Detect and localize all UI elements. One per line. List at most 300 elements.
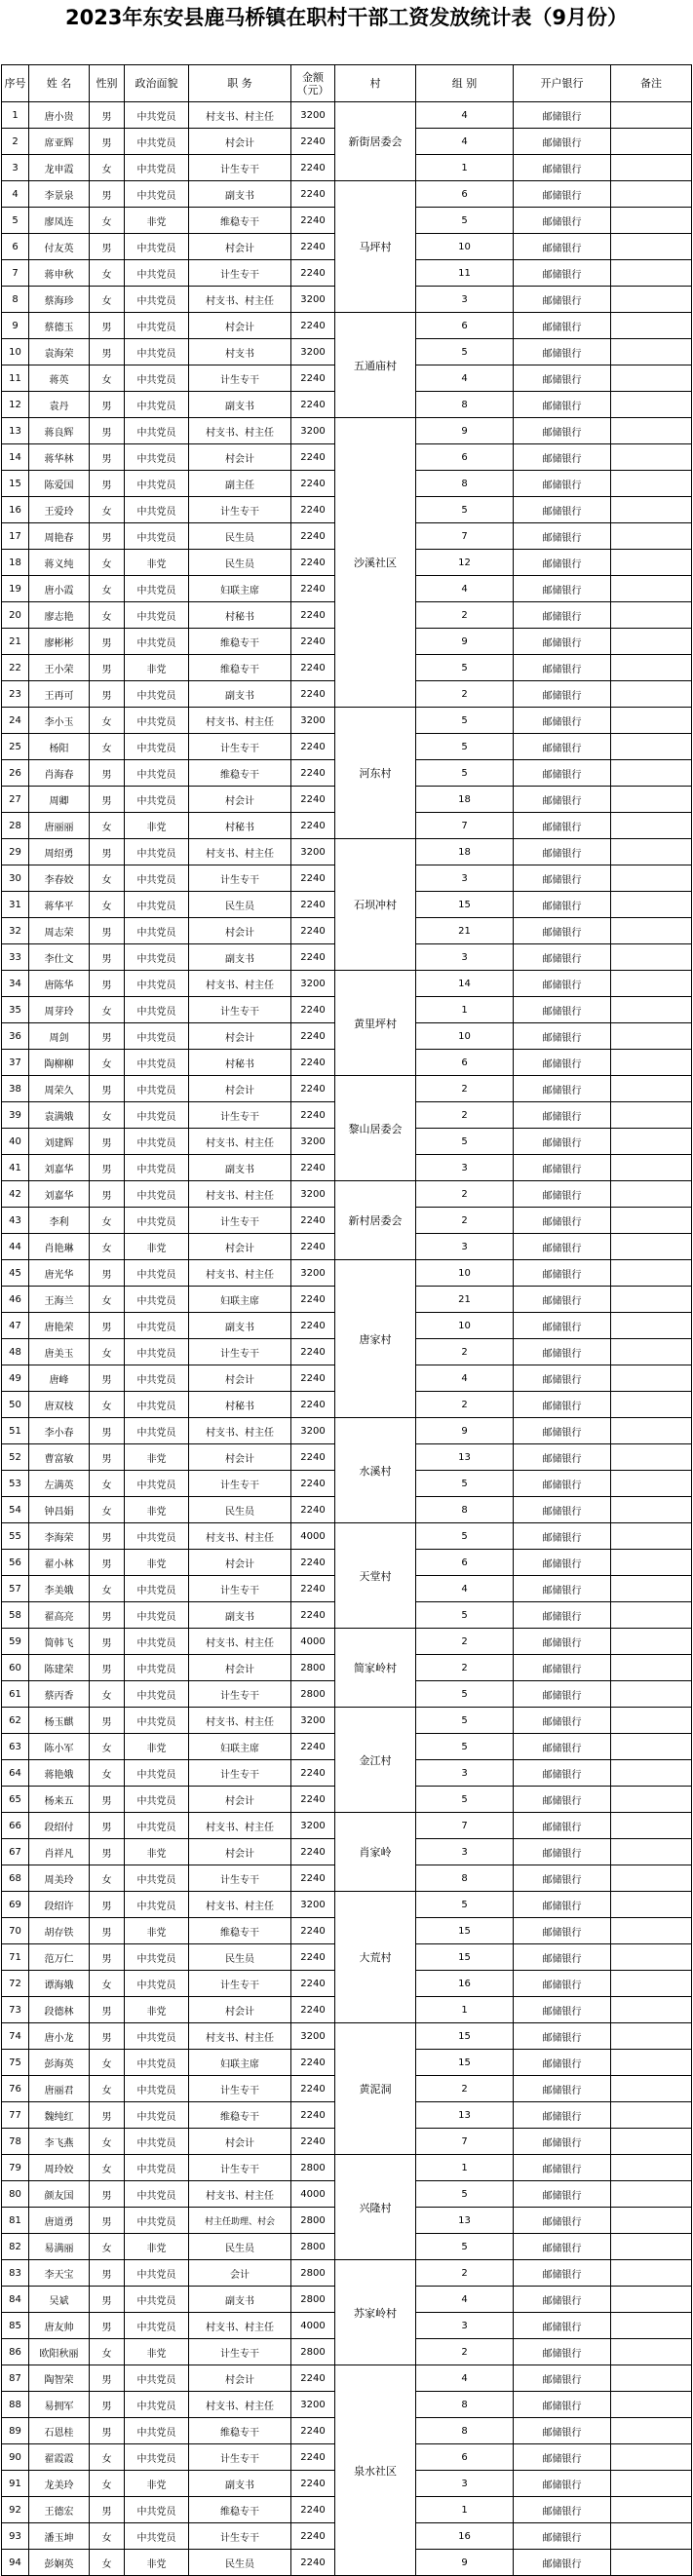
cell-party: 中共党员 (125, 129, 189, 155)
cell-group: 3 (416, 1155, 514, 1181)
cell-no: 66 (2, 1813, 29, 1839)
cell-name: 陶柳柳 (29, 1050, 90, 1076)
cell-note (611, 602, 692, 629)
cell-note (611, 1971, 692, 1997)
cell-gender: 女 (90, 208, 125, 234)
cell-note (611, 629, 692, 655)
cell-gender: 女 (90, 2550, 125, 2576)
cell-group: 5 (416, 760, 514, 787)
cell-gender: 男 (90, 2102, 125, 2129)
cell-note (611, 1313, 692, 1339)
cell-group: 21 (416, 1287, 514, 1313)
cell-no: 90 (2, 2444, 29, 2471)
cell-name: 唐丽君 (29, 2076, 90, 2102)
cell-name: 唐光华 (29, 1260, 90, 1287)
cell-party: 中共党员 (125, 1181, 189, 1208)
cell-group: 3 (416, 1234, 514, 1260)
cell-gender: 女 (90, 734, 125, 760)
cell-duty: 妇联主席 (189, 576, 291, 602)
cell-amount: 2240 (291, 2471, 335, 2497)
cell-name: 蒋华林 (29, 444, 90, 471)
cell-group: 10 (416, 1260, 514, 1287)
cell-gender: 男 (90, 1418, 125, 1444)
cell-party: 中共党员 (125, 2155, 189, 2181)
cell-no: 72 (2, 1971, 29, 1997)
table-row (2, 1076, 692, 1102)
cell-duty: 村会计 (189, 2365, 291, 2392)
cell-amount: 2240 (291, 208, 335, 234)
cell-gender: 男 (90, 2181, 125, 2208)
cell-duty: 村支书、村主任 (189, 287, 291, 313)
cell-note (611, 2392, 692, 2418)
cell-party: 中共党员 (125, 1523, 189, 1550)
table-row (2, 1892, 692, 1918)
cell-duty: 村会计 (189, 234, 291, 260)
cell-no: 65 (2, 1787, 29, 1813)
cell-party: 中共党员 (125, 1339, 189, 1365)
cell-amount: 2240 (291, 734, 335, 760)
cell-bank: 邮储银行 (514, 1523, 611, 1550)
cell-bank: 邮储银行 (514, 2523, 611, 2550)
cell-no: 32 (2, 918, 29, 944)
cell-party: 中共党员 (125, 971, 189, 997)
cell-no: 91 (2, 2471, 29, 2497)
cell-party: 中共党员 (125, 392, 189, 418)
cell-village: 新村居委会 (335, 1181, 416, 1260)
cell-group: 13 (416, 1444, 514, 1471)
cell-no: 4 (2, 181, 29, 208)
cell-no: 63 (2, 1734, 29, 1760)
cell-bank: 邮储银行 (514, 1339, 611, 1365)
cell-group: 4 (416, 129, 514, 155)
cell-amount: 3200 (291, 339, 335, 365)
cell-amount: 2240 (291, 681, 335, 708)
cell-gender: 女 (90, 2444, 125, 2471)
cell-bank: 邮储银行 (514, 2102, 611, 2129)
cell-village: 天堂村 (335, 1523, 416, 1629)
cell-group: 3 (416, 1839, 514, 1865)
cell-name: 周艳春 (29, 523, 90, 550)
cell-bank: 邮储银行 (514, 102, 611, 129)
cell-group: 7 (416, 2129, 514, 2155)
cell-amount: 3200 (291, 1418, 335, 1444)
cell-gender: 男 (90, 471, 125, 497)
cell-gender: 女 (90, 1102, 125, 1129)
cell-village: 石坝冲村 (335, 839, 416, 971)
cell-bank: 邮储银行 (514, 602, 611, 629)
cell-party: 中共党员 (125, 1971, 189, 1997)
cell-group: 16 (416, 2523, 514, 2550)
cell-name: 简韩飞 (29, 1629, 90, 1655)
cell-village: 苏家岭村 (335, 2260, 416, 2365)
cell-amount: 2240 (291, 181, 335, 208)
cell-party: 中共党员 (125, 1313, 189, 1339)
cell-no: 48 (2, 1339, 29, 1365)
cell-name: 易满丽 (29, 2234, 90, 2260)
cell-amount: 2800 (291, 1681, 335, 1708)
cell-gender: 女 (90, 260, 125, 287)
cell-duty: 村会计 (189, 1997, 291, 2023)
cell-note (611, 918, 692, 944)
cell-gender: 女 (90, 365, 125, 392)
cell-party: 中共党员 (125, 2444, 189, 2471)
cell-bank: 邮储银行 (514, 1497, 611, 1523)
cell-note (611, 2287, 692, 2313)
cell-group: 5 (416, 2234, 514, 2260)
cell-party: 中共党员 (125, 734, 189, 760)
cell-party: 中共党员 (125, 1076, 189, 1102)
cell-duty: 村支书、村主任 (189, 1708, 291, 1734)
cell-bank: 邮储银行 (514, 181, 611, 208)
cell-gender: 女 (90, 2523, 125, 2550)
cell-name: 周剑 (29, 1023, 90, 1050)
cell-party: 中共党员 (125, 629, 189, 655)
cell-amount: 2240 (291, 865, 335, 892)
cell-duty: 村会计 (189, 444, 291, 471)
cell-name: 蒋华平 (29, 892, 90, 918)
cell-amount: 2240 (291, 260, 335, 287)
cell-group: 4 (416, 365, 514, 392)
cell-duty: 副支书 (189, 1155, 291, 1181)
cell-bank: 邮储银行 (514, 2497, 611, 2523)
cell-village: 河东村 (335, 708, 416, 839)
cell-duty: 计生专干 (189, 2339, 291, 2365)
cell-amount: 2240 (291, 2418, 335, 2444)
cell-note (611, 1629, 692, 1655)
cell-note (611, 1708, 692, 1734)
cell-gender: 女 (90, 2234, 125, 2260)
cell-gender: 男 (90, 1944, 125, 1971)
cell-amount: 2240 (291, 576, 335, 602)
cell-name: 吴斌 (29, 2287, 90, 2313)
cell-amount: 2240 (291, 2129, 335, 2155)
cell-name: 李小春 (29, 1418, 90, 1444)
cell-name: 付友英 (29, 234, 90, 260)
cell-bank: 邮储银行 (514, 708, 611, 734)
cell-name: 周绍勇 (29, 839, 90, 865)
cell-duty: 维稳专干 (189, 760, 291, 787)
cell-group: 11 (416, 260, 514, 287)
cell-note (611, 892, 692, 918)
cell-gender: 女 (90, 1050, 125, 1076)
cell-no: 59 (2, 1629, 29, 1655)
cell-amount: 3200 (291, 1260, 335, 1287)
cell-gender: 男 (90, 2023, 125, 2050)
cell-duty: 村支书、村主任 (189, 1813, 291, 1839)
cell-name: 王德宏 (29, 2497, 90, 2523)
cell-name: 潘玉坤 (29, 2523, 90, 2550)
cell-name: 谭海娥 (29, 1971, 90, 1997)
cell-no: 70 (2, 1918, 29, 1944)
cell-note (611, 708, 692, 734)
cell-bank: 邮储银行 (514, 2313, 611, 2339)
cell-gender: 男 (90, 944, 125, 971)
cell-amount: 2240 (291, 365, 335, 392)
cell-bank: 邮储银行 (514, 944, 611, 971)
cell-amount: 2800 (291, 2260, 335, 2287)
cell-no: 81 (2, 2208, 29, 2234)
cell-amount: 2240 (291, 1760, 335, 1787)
cell-amount: 2240 (291, 2102, 335, 2129)
cell-group: 2 (416, 1181, 514, 1208)
cell-village: 新街居委会 (335, 102, 416, 181)
table-row (2, 418, 692, 444)
cell-duty: 村会计 (189, 1365, 291, 1392)
cell-note (611, 2260, 692, 2287)
cell-amount: 2240 (291, 1944, 335, 1971)
cell-duty: 村会计 (189, 1655, 291, 1681)
cell-bank: 邮储银行 (514, 1471, 611, 1497)
cell-note (611, 655, 692, 681)
cell-duty: 维稳专干 (189, 208, 291, 234)
cell-no: 16 (2, 497, 29, 523)
cell-name: 袁丹 (29, 392, 90, 418)
cell-name: 杨阳 (29, 734, 90, 760)
cell-gender: 女 (90, 865, 125, 892)
cell-amount: 3200 (291, 971, 335, 997)
cell-name: 袁满娥 (29, 1102, 90, 1129)
cell-name: 左满英 (29, 1471, 90, 1497)
cell-bank: 邮储银行 (514, 1787, 611, 1813)
cell-no: 67 (2, 1839, 29, 1865)
cell-bank: 邮储银行 (514, 1102, 611, 1129)
cell-gender: 男 (90, 1787, 125, 1813)
cell-name: 刘嘉华 (29, 1181, 90, 1208)
cell-note (611, 1076, 692, 1102)
cell-amount: 2240 (291, 1865, 335, 1892)
cell-village: 五通庙村 (335, 313, 416, 418)
cell-party: 中共党员 (125, 1708, 189, 1734)
cell-bank: 邮储银行 (514, 497, 611, 523)
cell-group: 6 (416, 181, 514, 208)
cell-amount: 4000 (291, 2313, 335, 2339)
cell-name: 欧阳秋丽 (29, 2339, 90, 2365)
cell-party: 中共党员 (125, 681, 189, 708)
cell-gender: 男 (90, 1813, 125, 1839)
cell-gender: 女 (90, 2050, 125, 2076)
cell-group: 2 (416, 602, 514, 629)
cell-note (611, 1287, 692, 1313)
cell-bank: 邮储银行 (514, 1971, 611, 1997)
cell-name: 颜友国 (29, 2181, 90, 2208)
cell-gender: 男 (90, 918, 125, 944)
cell-note (611, 2313, 692, 2339)
cell-bank: 邮储银行 (514, 681, 611, 708)
header-name: 姓 名 (29, 65, 90, 102)
cell-group: 5 (416, 655, 514, 681)
cell-village: 简家岭村 (335, 1629, 416, 1708)
cell-party: 中共党员 (125, 2313, 189, 2339)
cell-name: 唐小龙 (29, 2023, 90, 2050)
cell-note (611, 102, 692, 129)
cell-bank: 邮储银行 (514, 1260, 611, 1287)
cell-name: 李利 (29, 1208, 90, 1234)
cell-no: 35 (2, 997, 29, 1023)
cell-no: 7 (2, 260, 29, 287)
cell-gender: 女 (90, 2471, 125, 2497)
cell-duty: 计生专干 (189, 2155, 291, 2181)
cell-duty: 民生员 (189, 2550, 291, 2576)
table-row (2, 1181, 692, 1208)
cell-amount: 2240 (291, 1734, 335, 1760)
cell-party: 非党 (125, 1234, 189, 1260)
cell-gender: 女 (90, 2339, 125, 2365)
cell-note (611, 2444, 692, 2471)
cell-duty: 村会计 (189, 313, 291, 339)
cell-name: 龙申霞 (29, 155, 90, 181)
cell-bank: 邮储银行 (514, 2471, 611, 2497)
cell-bank: 邮储银行 (514, 2050, 611, 2076)
cell-group: 15 (416, 2050, 514, 2076)
cell-gender: 男 (90, 444, 125, 471)
cell-bank: 邮储银行 (514, 865, 611, 892)
cell-gender: 男 (90, 2208, 125, 2234)
cell-no: 6 (2, 234, 29, 260)
cell-no: 80 (2, 2181, 29, 2208)
cell-note (611, 260, 692, 287)
cell-note (611, 1681, 692, 1708)
cell-party: 中共党员 (125, 602, 189, 629)
cell-gender: 男 (90, 2497, 125, 2523)
cell-party: 中共党员 (125, 1418, 189, 1444)
table-row (2, 1260, 692, 1287)
cell-village: 肖家岭 (335, 1813, 416, 1892)
cell-note (611, 2550, 692, 2576)
page-title: 2023年东安县鹿马桥镇在职村干部工资发放统计表（9月份） (64, 6, 629, 29)
cell-name: 李飞燕 (29, 2129, 90, 2155)
cell-duty: 副主任 (189, 471, 291, 497)
cell-amount: 3200 (291, 1813, 335, 1839)
cell-bank: 邮储银行 (514, 1418, 611, 1444)
cell-note (611, 2155, 692, 2181)
cell-bank: 邮储银行 (514, 2418, 611, 2444)
cell-no: 36 (2, 1023, 29, 1050)
cell-party: 中共党员 (125, 1365, 189, 1392)
cell-group: 5 (416, 339, 514, 365)
cell-bank: 邮储银行 (514, 2208, 611, 2234)
cell-bank: 邮储银行 (514, 1865, 611, 1892)
cell-amount: 3200 (291, 1708, 335, 1734)
cell-group: 2 (416, 1102, 514, 1129)
cell-bank: 邮储银行 (514, 313, 611, 339)
cell-group: 5 (416, 708, 514, 734)
cell-amount: 2240 (291, 1497, 335, 1523)
cell-village: 金江村 (335, 1708, 416, 1813)
cell-bank: 邮储银行 (514, 1365, 611, 1392)
cell-duty: 副支书 (189, 2471, 291, 2497)
cell-amount: 2240 (291, 1234, 335, 1260)
cell-bank: 邮储银行 (514, 2365, 611, 2392)
cell-group: 14 (416, 971, 514, 997)
cell-no: 53 (2, 1471, 29, 1497)
cell-gender: 男 (90, 102, 125, 129)
cell-amount: 2240 (291, 497, 335, 523)
cell-amount: 2240 (291, 1339, 335, 1365)
cell-party: 中共党员 (125, 181, 189, 208)
cell-gender: 男 (90, 1892, 125, 1918)
cell-note (611, 523, 692, 550)
cell-name: 周美玲 (29, 1865, 90, 1892)
cell-bank: 邮储银行 (514, 1918, 611, 1944)
table-row (2, 1629, 692, 1655)
cell-bank: 邮储银行 (514, 2076, 611, 2102)
cell-no: 42 (2, 1181, 29, 1208)
cell-no: 3 (2, 155, 29, 181)
cell-duty: 村会计 (189, 129, 291, 155)
cell-name: 魏纯红 (29, 2102, 90, 2129)
cell-name: 陈爱国 (29, 471, 90, 497)
cell-party: 中共党员 (125, 1471, 189, 1497)
cell-gender: 女 (90, 1339, 125, 1365)
cell-amount: 2240 (291, 1155, 335, 1181)
cell-group: 1 (416, 997, 514, 1023)
cell-no: 29 (2, 839, 29, 865)
cell-bank: 邮储银行 (514, 1629, 611, 1655)
cell-gender: 男 (90, 1708, 125, 1734)
cell-duty: 村支书、村主任 (189, 1418, 291, 1444)
cell-note (611, 944, 692, 971)
cell-note (611, 1023, 692, 1050)
cell-duty: 计生专干 (189, 2076, 291, 2102)
cell-duty: 维稳专干 (189, 2418, 291, 2444)
cell-name: 彭海英 (29, 2050, 90, 2076)
cell-note (611, 1550, 692, 1576)
cell-duty: 村秘书 (189, 1050, 291, 1076)
cell-duty: 村支书、村主任 (189, 1181, 291, 1208)
cell-party: 中共党员 (125, 1129, 189, 1155)
cell-party: 中共党员 (125, 2023, 189, 2050)
cell-party: 中共党员 (125, 865, 189, 892)
cell-party: 中共党员 (125, 944, 189, 971)
cell-group: 10 (416, 1023, 514, 1050)
cell-party: 非党 (125, 2339, 189, 2365)
cell-amount: 3200 (291, 418, 335, 444)
cell-bank: 邮储银行 (514, 1155, 611, 1181)
cell-party: 中共党员 (125, 1813, 189, 1839)
cell-party: 中共党员 (125, 234, 189, 260)
cell-note (611, 1208, 692, 1234)
cell-note (611, 2471, 692, 2497)
cell-duty: 村支书、村主任 (189, 1892, 291, 1918)
cell-gender: 女 (90, 1576, 125, 1602)
cell-name: 蔡丙香 (29, 1681, 90, 1708)
cell-party: 中共党员 (125, 418, 189, 444)
cell-party: 中共党员 (125, 997, 189, 1023)
cell-note (611, 471, 692, 497)
cell-note (611, 1365, 692, 1392)
cell-amount: 3200 (291, 2023, 335, 2050)
cell-name: 蒋义纯 (29, 550, 90, 576)
cell-group: 8 (416, 1865, 514, 1892)
cell-gender: 男 (90, 681, 125, 708)
cell-group: 7 (416, 523, 514, 550)
cell-duty: 民生员 (189, 550, 291, 576)
cell-amount: 2240 (291, 2050, 335, 2076)
cell-group: 3 (416, 865, 514, 892)
cell-name: 段德林 (29, 1997, 90, 2023)
cell-group: 5 (416, 1734, 514, 1760)
cell-duty: 村会计 (189, 1839, 291, 1865)
cell-name: 易拥军 (29, 2392, 90, 2418)
cell-name: 陈建荣 (29, 1655, 90, 1681)
cell-name: 段绍许 (29, 1892, 90, 1918)
cell-group: 13 (416, 2102, 514, 2129)
cell-name: 蒋英 (29, 365, 90, 392)
cell-no: 43 (2, 1208, 29, 1234)
header-party: 政治面貌 (125, 65, 189, 102)
cell-group: 5 (416, 1681, 514, 1708)
cell-bank: 邮储银行 (514, 471, 611, 497)
